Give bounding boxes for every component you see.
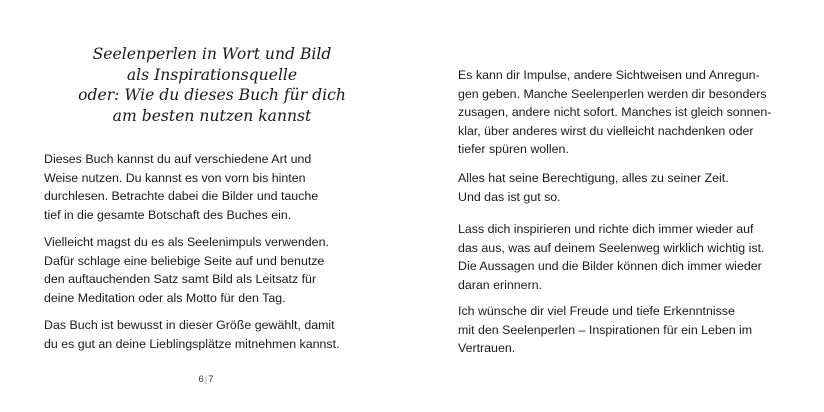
- paragraph-3: [44, 316, 340, 353]
- title-line: am besten nutzen kannst: [112, 106, 312, 125]
- text-line: tiefer spüren wollen.: [458, 142, 569, 157]
- text-line: Vielleicht magst du es als Seelenimpuls verwenden.: [44, 235, 329, 249]
- text-line: Lass dich inspirieren und richte dich immer wieder auf: [458, 222, 754, 236]
- paragraph-1: [44, 150, 318, 224]
- text-line: Das Buch ist bewusst in dieser Größe gewählt, damit: [44, 318, 335, 332]
- page-number-left: 6: [198, 374, 204, 385]
- text-line: das aus, was auf deinem Seelenweg wirklich wichtig ist.: [458, 240, 765, 255]
- text-line: klar, über anderes wirst du vielleicht nachdenken oder: [458, 123, 754, 138]
- text-line: den auftauchenden Satz samt Bild als Leitsatz für: [44, 272, 317, 287]
- text-line: durchlesen. Betrachte dabei die Bilder und tauche: [44, 189, 319, 204]
- text-line: Dieses Buch kannst du auf verschiedene Art und: [44, 152, 312, 166]
- paragraph-4: [458, 66, 771, 159]
- title-line: als Inspirationsquelle: [126, 65, 298, 84]
- text-line: Weise nutzen. Du kannst es von vorn bis hinten: [44, 170, 306, 185]
- page-number-separator: |: [204, 374, 208, 385]
- text-line: Und das ist gut so.: [458, 189, 561, 204]
- paragraph-7: [458, 302, 752, 358]
- title-line: oder: Wie du dieses Buch für dich: [78, 86, 346, 104]
- page-number-right: 7: [208, 374, 214, 385]
- text-line: du es gut an deine Lieblingsplätze mitnehmen kannst.: [44, 336, 340, 351]
- title-line: Seelenperlen in Wort und Bild: [92, 45, 332, 63]
- text-line: gen geben. Manche Seelenperlen werden dir besonders: [458, 86, 767, 101]
- text-line: Alles hat seine Berechtigung, alles zu seiner Zeit.: [458, 171, 729, 185]
- right-page: [412, 0, 824, 412]
- paragraph-2: [44, 233, 329, 307]
- text-line: Ich wünsche dir viel Freude und tiefe Erkenntnisse: [458, 304, 735, 318]
- text-line: mit den Seelenperlen – Inspirationen für ein Leben im: [458, 322, 753, 337]
- chapter-title: [40, 44, 384, 126]
- text-line: Die Aussagen und die Bilder können dich immer wieder: [458, 259, 762, 274]
- text-line: zusagen, andere nicht sofort. Manches ist gleich sonnen-: [458, 105, 772, 120]
- page-numbers: [0, 374, 412, 385]
- text-line: Dafür schlage eine beliebige Seite auf und benutze: [44, 253, 325, 268]
- text-line: Vertrauen.: [458, 341, 516, 356]
- text-line: daran erinnern.: [458, 277, 543, 292]
- paragraph-6: [458, 220, 764, 294]
- text-line: deine Meditation oder als Motto für den Tag.: [44, 290, 286, 305]
- text-line: tief in die gesamte Botschaft des Buches ein.: [44, 207, 292, 222]
- text-line: Es kann dir Impulse, andere Sichtweisen und Anregun-: [458, 68, 760, 82]
- paragraph-5: [458, 169, 729, 206]
